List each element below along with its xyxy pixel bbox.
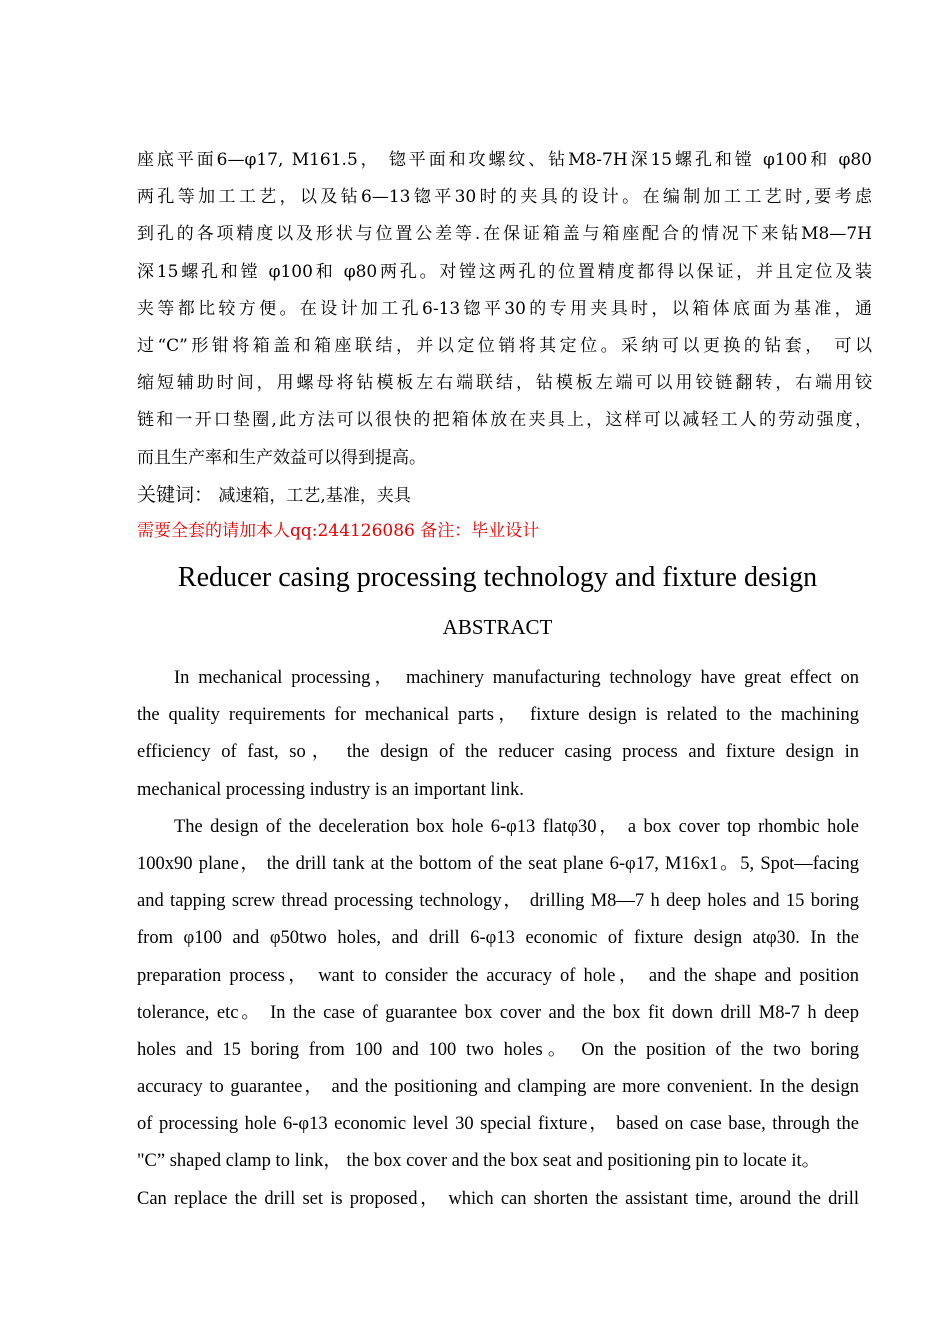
- keywords-value: 减速箱，工艺,基准，夹具: [213, 486, 411, 506]
- english-paragraph1-line: efficiency of fast, so， the design of the reducer casing process and fixture design in: [137, 742, 859, 763]
- abstract-heading: ABSTRACT: [442, 615, 553, 639]
- chinese-abstract-line: 缩短辅助时间，用螺母将钻模板左右端联结，钻模板左端可以用铰链翻转，右端用铰: [137, 373, 872, 394]
- chinese-abstract-line: 链和一开口垫圈,此方法可以很快的把箱体放在夹具上，这样可以减轻工人的劳动强度，: [137, 410, 872, 431]
- chinese-abstract-body: [137, 142, 872, 477]
- keywords-label: 关键词：: [137, 484, 214, 506]
- english-paragraph2-line: accuracy to guarantee， and the positioning and clamping are more convenient. In the design: [137, 1077, 859, 1098]
- chinese-abstract-line: 而且生产率和生产效益可以得到提高。: [137, 447, 426, 468]
- chinese-abstract-line: 座底平面6—φ17, M161.5， 锪平面和攻螺纹、钻M8-7H深15螺孔和镗 φ100和 φ80: [137, 150, 872, 170]
- english-paragraph2-line: The design of the deceleration box hole 6-φ13 flatφ30， a box cover top rhombic hole: [174, 816, 859, 837]
- english-paragraph2-line: 100x90 plane， the drill tank at the bottom of the seat plane 6-φ17, M16x1。5, Spot—facing: [137, 853, 859, 874]
- english-paragraph1-line: mechanical processing industry is an important link.: [137, 779, 524, 800]
- english-paragraph2-line: preparation process， want to consider the accuracy of hole， and the shape and position: [137, 965, 859, 986]
- chinese-abstract-line: 深15螺孔和镗 φ100和 φ80两孔。对镗这两孔的位置精度都得以保证，并且定位及装: [137, 261, 872, 282]
- english-paragraph2-line: of processing hole 6-φ13 economic level 30 special fixture， based on case base, through the: [137, 1114, 859, 1135]
- english-paragraph2-line: holes and 15 boring from 100 and 100 two holes。 On the position of the two boring: [137, 1039, 859, 1060]
- english-paragraph1-line: In mechanical processing， machinery manufacturing technology have great effect on: [174, 668, 859, 688]
- english-title: Reducer casing processing technology and fixture design: [177, 562, 818, 593]
- chinese-abstract-line: 两孔等加工工艺，以及钻6—13锪平30时的夹具的设计。在编制加工工艺时,要考虑: [137, 187, 872, 208]
- english-abstract-body: [137, 660, 859, 1218]
- chinese-abstract-line: 到孔的各项精度以及形状与位置公差等.在保证箱盖与箱座配合的情况下来钻M8—7H: [137, 224, 872, 245]
- contact-note: 需要全套的请加本人qq:244126086 备注：毕业设计: [137, 521, 540, 541]
- english-paragraph2-line: Can replace the drill set is proposed， which can shorten the assistant time, around the drill: [137, 1188, 859, 1209]
- english-paragraph1-line: the quality requirements for mechanical parts， fixture design is related to the machining: [137, 705, 859, 726]
- keywords-line: [137, 478, 411, 513]
- chinese-abstract-line: 过“C”形钳将箱盖和箱座联结，并以定位销将其定位。采纳可以更换的钻套， 可以: [137, 335, 872, 356]
- english-paragraph2-line: tolerance, etc。 In the case of guarantee box cover and the box fit down drill M8-7 h deep: [137, 1002, 859, 1023]
- chinese-abstract-line: 夹等都比较方便。在设计加工孔6-13锪平30的专用夹具时，以箱体底面为基准，通: [137, 298, 872, 319]
- english-paragraph2-line: and tapping screw thread processing technology， drilling M8—7 h deep holes and 15 boring: [137, 891, 859, 912]
- english-paragraph2-line: from φ100 and φ50two holes, and drill 6-φ13 economic of fixture design atφ30. In the: [137, 928, 859, 949]
- english-paragraph2-line: "C” shaped clamp to link， the box cover and the box seat and positioning pin to locate it。: [137, 1151, 821, 1172]
